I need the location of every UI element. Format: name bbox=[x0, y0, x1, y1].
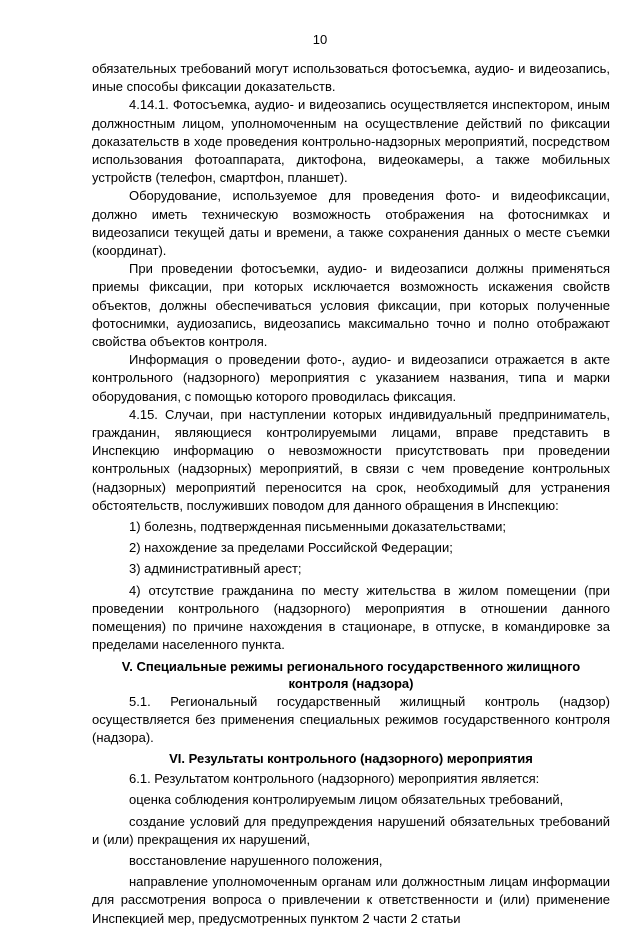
section-heading: VI. Результаты контрольного (надзорного) мероприятия bbox=[169, 751, 533, 767]
list-item: 3) административный арест; bbox=[129, 561, 302, 577]
page-number: 10 bbox=[312, 32, 328, 47]
section-heading: V. Специальные режимы регионального государственного жилищного контроля (надзора) bbox=[121, 658, 581, 691]
list-item: 4) отсутствие гражданина по месту жительства в жилом помещении (при проведении контрольного (надзорного) мероприятия в отношении данного помещения) по причине нахождения в стационаре, в отпуске, в командировке за пределами населенного пункта. bbox=[92, 582, 610, 653]
paragraph: 5.1. Региональный государственный жилищный контроль (надзор) осуществляется без применения специальных режимов государственного контроля (надзора). bbox=[92, 693, 610, 745]
paragraph: создание условий для предупреждения нарушений обязательных требований и (или) прекращения их нарушений, bbox=[92, 813, 610, 847]
paragraph: направление уполномоченным органам или должностным лицам информации для рассмотрения вопроса о привлечении к ответственности и (или) применение Инспекцией мер, предусмотренных пунктом 2 части 2 статьи bbox=[92, 874, 610, 926]
paragraph: 4.14.1. Фотосъемка, аудио- и видеозапись осуществляется инспектором, иным должностным лицом, уполномоченным на осуществление действий по фиксации доказательств в ходе проведения контрольно-надзорных мероприятий, посредством использования фотоаппарата, диктофона, видеокамеры, а также мобильных устройств (телефон, смартфон, планшет). bbox=[92, 97, 610, 186]
paragraph: обязательных требований могут использоваться фотосъемка, аудио- и видеозапись, иные способы фиксации доказательств. bbox=[92, 61, 610, 95]
list-item: 1) болезнь, подтвержденная письменными доказательствами; bbox=[129, 519, 506, 535]
paragraph: 6.1. Результатом контрольного (надзорного) мероприятия является: bbox=[129, 771, 540, 787]
paragraph: Информация о проведении фото-, аудио- и видеозаписи отражается в акте контрольного (надзорного) мероприятия с указанием названия, типа и марки оборудования, с помощью которого проводилась фиксация. bbox=[92, 352, 610, 404]
list-item: 2) нахождение за пределами Российской Федерации; bbox=[129, 540, 453, 556]
paragraph: оценка соблюдения контролируемым лицом обязательных требований, bbox=[129, 792, 564, 808]
document-body bbox=[92, 60, 610, 928]
paragraph: Оборудование, используемое для проведения фото- и видеофиксации, должно иметь техническую возможность отображения на фотоснимках и видеозаписи текущей даты и времени, а также сохранения данных о месте съемки (координат). bbox=[92, 188, 610, 259]
paragraph: восстановление нарушенного положения, bbox=[129, 852, 383, 868]
paragraph: 4.15. Случаи, при наступлении которых индивидуальный предприниматель, гражданин, являющиеся контролируемыми лицами, вправе представить в Инспекцию информацию о невозможности присутствовать при проведении контрольных (надзорных) мероприятий, в связи с чем проведение контрольных (надзорных) мероприятий переносится на срок, необходимый для устранения обстоятельств, послуживших поводом для данного обращения в Инспекцию: bbox=[92, 406, 610, 513]
paragraph: При проведении фотосъемки, аудио- и видеозаписи должны применяться приемы фиксации, при которых исключается возможность искажения свойств объектов, должны обеспечиваться условия фиксации, при которых полученные фотоснимки, аудиозапись, видеозапись максимально точно и полно отображают свойства объектов контроля. bbox=[92, 261, 610, 350]
